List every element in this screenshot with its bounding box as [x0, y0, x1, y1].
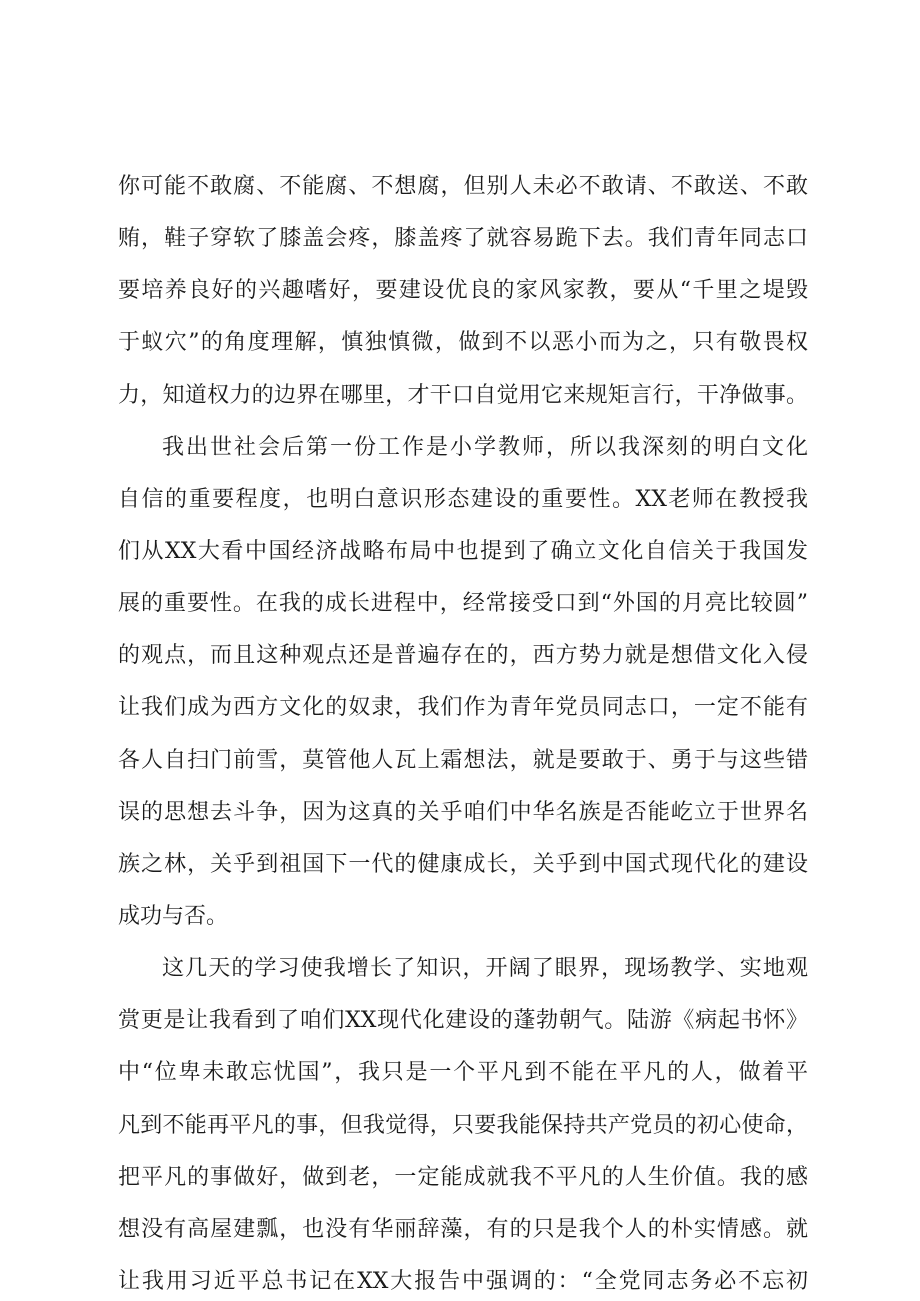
- paragraph-2-line-10: 成功与否。: [118, 904, 229, 929]
- paragraph-2-line-6: 让我们成为西方文化的奴隶，我们作为青年党员同志口，一定不能有: [118, 695, 808, 720]
- paragraph-1-line-3: 要培养良好的兴趣嗜好，要建设优良的家风家教，要从“千里之堤毁: [118, 278, 808, 303]
- paragraph-2-line-4: 展的重要性。在我的成长进程中，经常接受口到“外国的月亮比较圆”: [118, 591, 808, 616]
- paragraph-1-line-5: 力，知道权力的边界在哪里，才干口自觉用它来规矩言行，干净做事。: [118, 383, 808, 408]
- paragraph-3-line-4: 凡到不能再平凡的事，但我觉得，只要我能保持共产党员的初心使命，: [118, 1113, 808, 1138]
- paragraph-1-line-1: 你可能不敢腐、不能腐、不想腐，但别人未必不敢请、不敢送、不敢: [118, 174, 808, 199]
- paragraph-3-line-5: 把平凡的事做好，做到老，一定能成就我不平凡的人生价值。我的感: [118, 1165, 808, 1190]
- paragraph-3-line-1: 这几天的学习使我增长了知识，开阔了眼界，现场教学、实地观: [162, 956, 808, 981]
- paragraph-2-line-9: 族之林，关乎到祖国下一代的健康成长，关乎到中国式现代化的建设: [118, 852, 808, 877]
- paragraph-1-line-2: 贿，鞋子穿软了膝盖会疼，膝盖疼了就容易跪下去。我们青年同志口: [118, 226, 808, 251]
- paragraph-3-line-3: 中“位卑未敢忘忧国”，我只是一个平凡到不能在平凡的人，做着平: [118, 1060, 808, 1085]
- paragraph-1-line-4: 于蚁穴”的角度理解，慎独慎微，做到不以恶小而为之，只有敬畏权: [118, 330, 808, 355]
- paragraph-2-line-3: 们从XX大看中国经济战略布局中也提到了确立文化自信关于我国发: [118, 539, 808, 564]
- paragraph-3-line-7: 让我用习近平总书记在XX大报告中强调的：“全党同志务必不忘初: [118, 1269, 808, 1294]
- paragraph-2-line-7: 各人自扫门前雪，莫管他人瓦上霜想法，就是要敢于、勇于与这些错: [118, 748, 808, 773]
- paragraph-3-line-2: 赏更是让我看到了咱们XX现代化建设的蓬勃朝气。陆游《病起书怀》: [118, 1008, 808, 1033]
- paragraph-3-line-6: 想没有高屋建瓢，也没有华丽辞藻，有的只是我个人的朴实情感。就: [118, 1217, 808, 1242]
- paragraph-2-line-1: 我出世社会后第一份工作是小学教师，所以我深刻的明白文化: [162, 435, 808, 460]
- paragraph-2-line-5: 的观点，而且这种观点还是普遍存在的，西方势力就是想借文化入侵: [118, 643, 808, 668]
- paragraph-2-line-2: 自信的重要程度，也明白意识形态建设的重要性。XX老师在教授我: [118, 487, 808, 512]
- paragraph-2-line-8: 误的思想去斗争，因为这真的关乎咱们中华名族是否能屹立于世界名: [118, 800, 808, 825]
